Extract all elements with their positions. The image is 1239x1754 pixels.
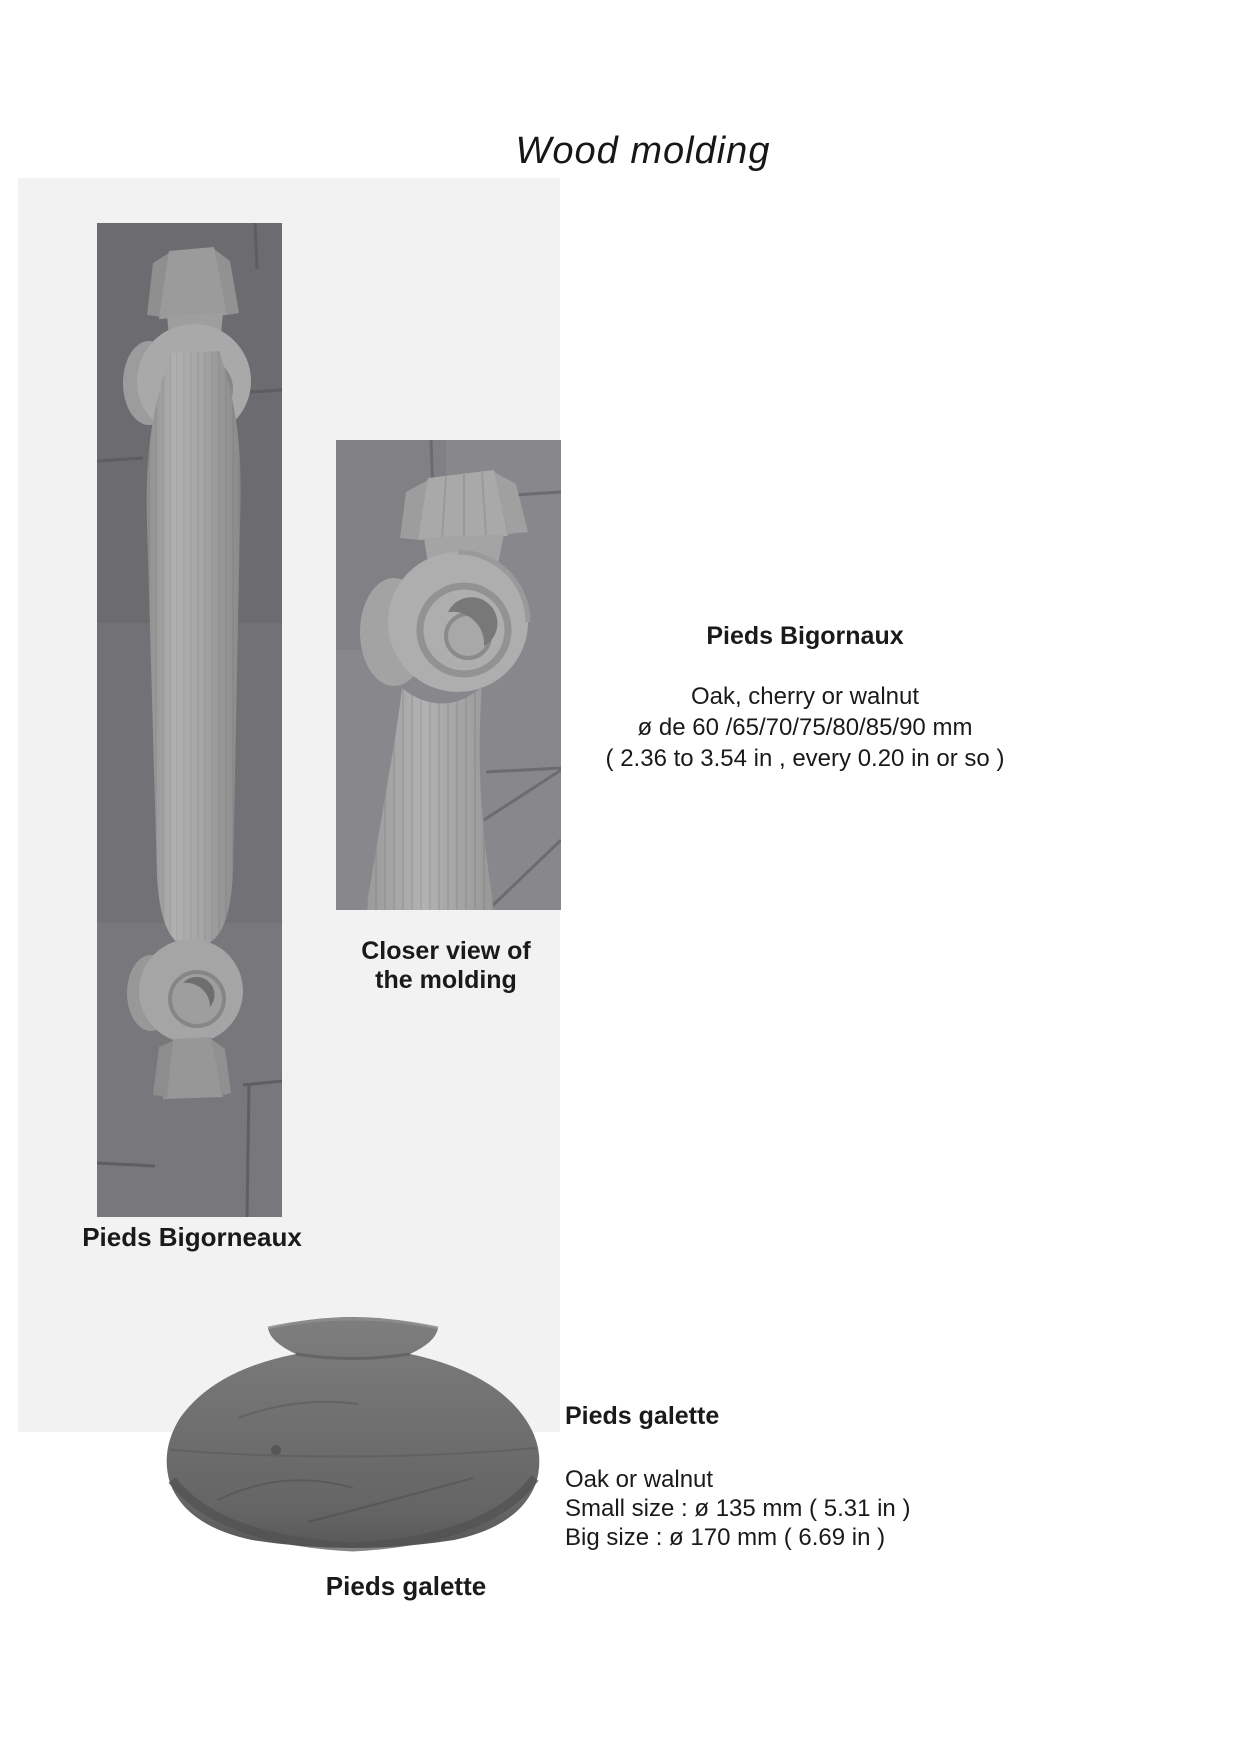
- caption-closer-view: [316, 937, 576, 995]
- tall-molding-photo: [97, 223, 282, 1217]
- spec-line-diameters-mm: ø de 60 /65/70/75/80/85/90 mm: [637, 714, 973, 741]
- caption-closer-line2: the molding: [375, 966, 517, 994]
- spec-heading-galette: Pieds galette: [565, 1402, 720, 1430]
- closer-view-photo: [336, 440, 561, 910]
- caption-closer-line1: Closer view of: [361, 937, 531, 965]
- spec-line-wood-types: Oak, cherry or walnut: [690, 683, 920, 710]
- spec-line-diameters-in: ( 2.36 to 3.54 in , every 0.20 in or so ): [605, 745, 1005, 772]
- caption-pieds-bigorneaux: Pieds Bigorneaux: [82, 1222, 302, 1252]
- page-title: Wood molding: [515, 130, 771, 172]
- spec-block-galette: [565, 1403, 985, 1552]
- spec-block-bigornaux: [595, 623, 1015, 774]
- caption-pieds-galette: Pieds galette: [325, 1571, 487, 1601]
- galette-foot-photo: [158, 1298, 548, 1558]
- spec-heading-bigornaux: Pieds Bigornaux: [706, 622, 904, 650]
- spec-line-galette-small: Small size : ø 135 mm ( 5.31 in ): [565, 1495, 911, 1522]
- spec-line-galette-big: Big size : ø 170 mm ( 6.69 in ): [565, 1524, 886, 1551]
- spec-line-galette-wood: Oak or walnut: [565, 1466, 714, 1493]
